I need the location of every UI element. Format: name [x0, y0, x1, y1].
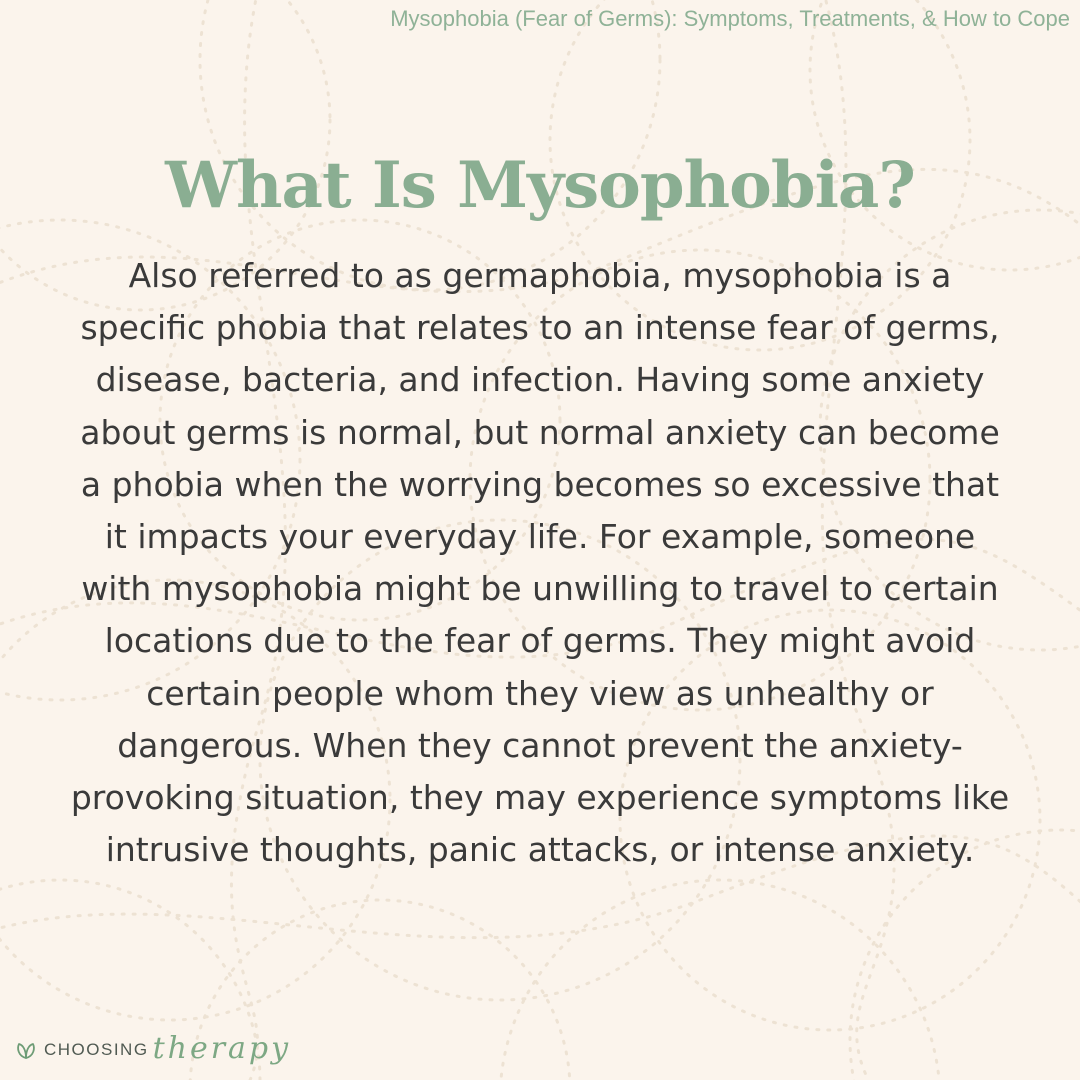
leaf-icon [14, 1038, 38, 1062]
page-title: What Is Mysophobia? [165, 148, 915, 223]
article-subtitle: Mysophobia (Fear of Germs): Symptoms, Treatments, & How to Cope [390, 6, 1070, 31]
logo-word-choosing: CHOOSING [44, 1040, 149, 1059]
body-paragraph: Also referred to as germaphobia, mysophobia is a specific phobia that relates to an intense fear of germs, disease, bacteria, and infection. Having some anxiety about germs is normal, but normal anxiety can become a phobia when the worrying becomes so excessive that it impacts your everyday life. For example, someone with mysophobia might be unwilling to travel to certain locations due to the fear of germs. They might avoid certain people whom they view as unhealthy or dangerous. When they cannot prevent the anxiety-provoking situation, they may experience symptoms like intrusive thoughts, panic attacks, or intense anxiety. [70, 256, 1010, 870]
choosing-therapy-logo [14, 1030, 291, 1070]
logo-word-therapy: therapy [152, 1030, 292, 1066]
